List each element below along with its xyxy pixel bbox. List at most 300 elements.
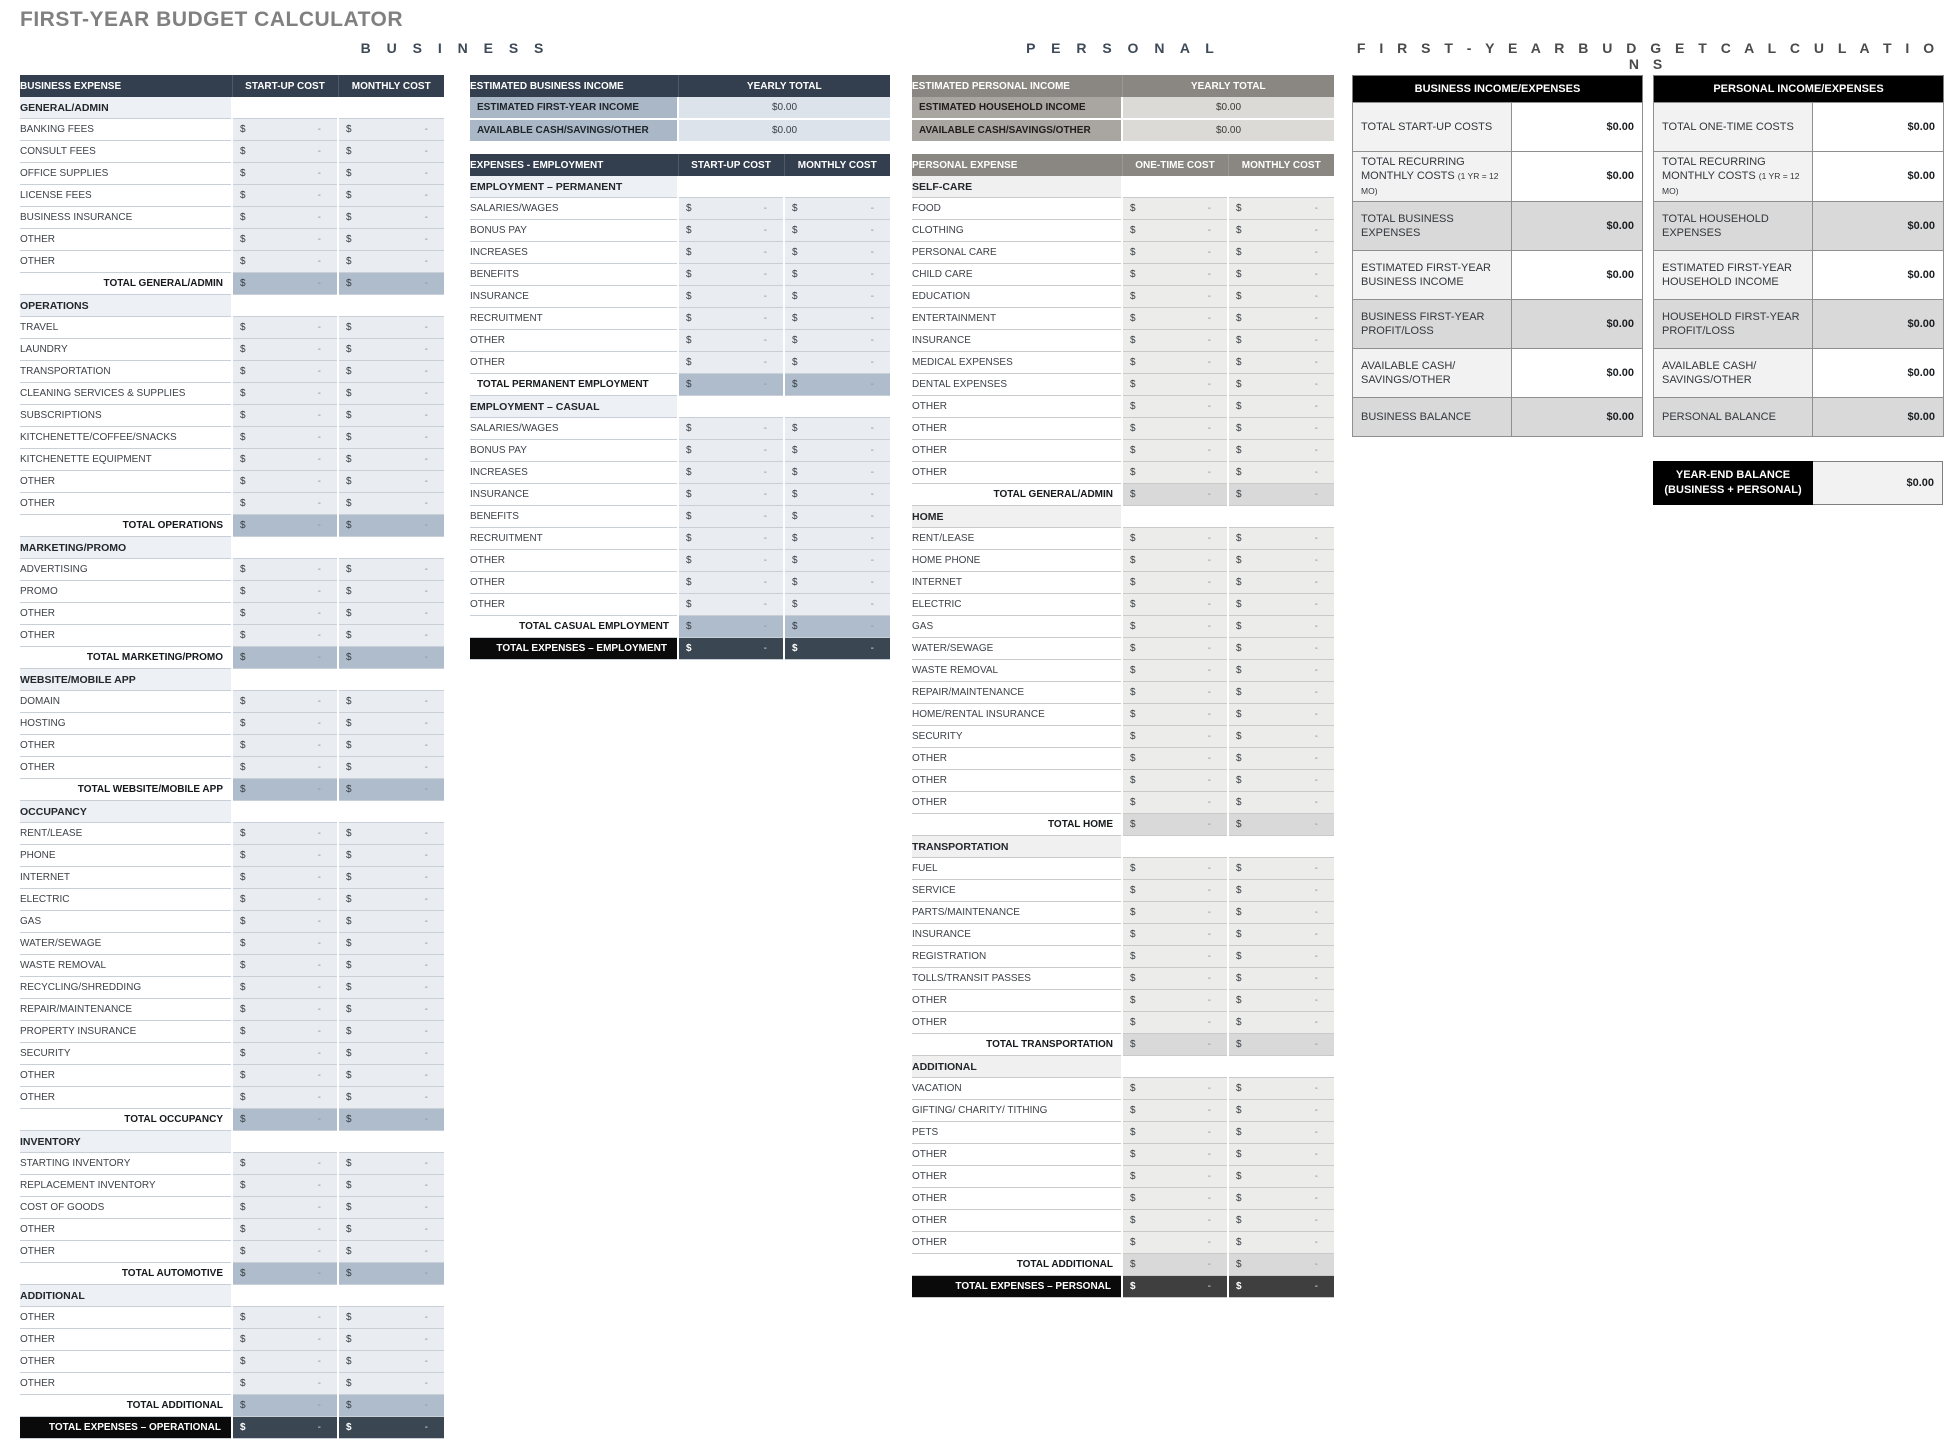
cost-cell-1[interactable] [232,999,338,1021]
currency-symbol: $ [240,1224,246,1235]
expense-label: DOMAIN [20,691,232,713]
cost-cell-1[interactable] [1122,286,1228,308]
cost-cell-1[interactable] [1122,330,1228,352]
cost-cell-2[interactable] [1228,550,1334,572]
cost-cell-2[interactable] [338,757,444,779]
cost-cell-2[interactable] [338,713,444,735]
expense-label: REGISTRATION [912,946,1122,968]
cost-cell-2[interactable] [784,440,890,462]
cost-cell-2[interactable] [784,550,890,572]
cost-cell-2[interactable] [784,484,890,506]
cost-cell-2[interactable] [1228,572,1334,594]
currency-symbol: $ [1236,1127,1242,1138]
cost-cell-1[interactable] [232,1373,338,1395]
expense-row [20,405,444,427]
subtotal-row [20,647,444,669]
cost-cell-2[interactable] [338,251,444,273]
calc-value-cell: $0.00 [1812,348,1943,397]
cost-cell-1[interactable] [1122,1012,1228,1034]
cost-cell-2[interactable] [784,286,890,308]
cost-cell-2[interactable] [784,242,890,264]
cost-cell-1[interactable] [232,141,338,163]
currency-symbol: $ [1236,863,1242,874]
amount-value: - [1207,1171,1211,1182]
cost-cell-1[interactable] [678,330,784,352]
cost-cell-2[interactable] [338,1153,444,1175]
cost-cell-1[interactable] [232,911,338,933]
cost-cell-1[interactable] [1122,352,1228,374]
cost-cell-1[interactable] [1122,1100,1228,1122]
cost-cell-2[interactable] [1228,330,1334,352]
cost-cell-1[interactable] [1122,1078,1228,1100]
cost-cell-1[interactable] [1122,1166,1228,1188]
cost-cell-1[interactable] [678,220,784,242]
grand-total-cell-1 [232,1417,338,1439]
expense-row [20,911,444,933]
cost-cell-1[interactable] [232,581,338,603]
currency-symbol: $ [346,982,352,993]
cost-cell-1[interactable] [1122,594,1228,616]
cost-cell-1[interactable] [1122,924,1228,946]
cost-cell-2[interactable] [338,207,444,229]
cost-cell-1[interactable] [232,823,338,845]
empty-cell [232,1131,338,1153]
currency-symbol: $ [240,608,246,619]
cost-cell-1[interactable] [1122,1210,1228,1232]
subtotal-row [20,1395,444,1417]
cost-cell-1[interactable] [232,845,338,867]
expense-label: OTHER [912,1144,1122,1166]
cost-cell-2[interactable] [1228,704,1334,726]
cost-cell-1[interactable] [678,484,784,506]
cost-cell-1[interactable] [232,405,338,427]
cost-cell-2[interactable] [1228,748,1334,770]
cost-cell-1[interactable] [232,691,338,713]
cost-cell-2[interactable] [1228,352,1334,374]
cost-cell-2[interactable] [1228,1188,1334,1210]
cost-cell-1[interactable] [232,1241,338,1263]
cost-cell-2[interactable] [338,427,444,449]
cost-cell-1[interactable] [232,471,338,493]
cost-cell-1[interactable] [678,352,784,374]
cost-cell-1[interactable] [232,1197,338,1219]
cost-cell-1[interactable] [678,440,784,462]
amount-value: - [1314,819,1318,830]
subtotal-label: TOTAL CASUAL EMPLOYMENT [470,616,678,638]
cost-cell-1[interactable] [678,594,784,616]
amount-value: - [1207,335,1211,346]
cost-cell-2[interactable] [784,594,890,616]
cost-cell-1[interactable] [1122,462,1228,484]
cost-cell-2[interactable] [338,603,444,625]
cost-cell-1[interactable] [678,286,784,308]
cost-cell-2[interactable] [1228,682,1334,704]
cost-cell-2[interactable] [338,735,444,757]
category-section-row [20,97,444,119]
cost-cell-1[interactable] [232,735,338,757]
cost-cell-1[interactable] [232,757,338,779]
cost-cell-1[interactable] [1122,660,1228,682]
cost-cell-2[interactable] [338,911,444,933]
currency-symbol: $ [1236,1017,1242,1028]
cost-cell-2[interactable] [1228,462,1334,484]
cost-cell-1[interactable] [1122,220,1228,242]
cost-cell-2[interactable] [1228,880,1334,902]
cost-cell-2[interactable] [1228,770,1334,792]
expense-label: MEDICAL EXPENSES [912,352,1122,374]
cost-cell-1[interactable] [232,163,338,185]
cost-cell-1[interactable] [232,1043,338,1065]
currency-symbol: $ [240,850,246,861]
cost-cell-1[interactable] [678,528,784,550]
cost-cell-1[interactable] [232,889,338,911]
calc-value-cell: $0.00 [1812,103,1943,152]
cost-cell-1[interactable] [232,229,338,251]
cost-cell-1[interactable] [1122,264,1228,286]
expense-row [20,823,444,845]
expense-row [20,845,444,867]
cost-cell-1[interactable] [1122,1232,1228,1254]
cost-cell-2[interactable] [338,581,444,603]
cost-cell-1[interactable] [232,867,338,889]
cost-cell-1[interactable] [232,251,338,273]
cost-cell-2[interactable] [1228,594,1334,616]
expense-row [912,352,1334,374]
cost-cell-1[interactable] [678,198,784,220]
empty-cell [1122,176,1228,198]
cost-cell-1[interactable] [678,242,784,264]
cost-cell-1[interactable] [1122,308,1228,330]
cost-cell-2[interactable] [1228,220,1334,242]
empty-cell [1122,836,1228,858]
cost-cell-2[interactable] [338,317,444,339]
cost-cell-1[interactable] [232,977,338,999]
expense-row [470,462,890,484]
cost-cell-1[interactable] [232,493,338,515]
cost-cell-2[interactable] [1228,990,1334,1012]
empty-cell [784,396,890,418]
cost-cell-1[interactable] [232,933,338,955]
currency-symbol: $ [346,1334,352,1345]
cost-cell-2[interactable] [338,163,444,185]
income-value-cell[interactable]: $0.00 [1122,97,1334,119]
cost-cell-2[interactable] [1228,1210,1334,1232]
cost-cell-1[interactable] [232,383,338,405]
cost-cell-1[interactable] [232,317,338,339]
cost-cell-1[interactable] [232,1065,338,1087]
cost-cell-1[interactable] [1122,374,1228,396]
cost-cell-1[interactable] [232,603,338,625]
cost-cell-2[interactable] [338,823,444,845]
expense-row [470,484,890,506]
cost-cell-2[interactable] [1228,638,1334,660]
cost-cell-2[interactable] [1228,858,1334,880]
amount-value: - [1314,1083,1318,1094]
currency-symbol: $ [1130,1017,1136,1028]
cost-cell-1[interactable] [232,713,338,735]
expense-label: GIFTING/ CHARITY/ TITHING [912,1100,1122,1122]
currency-symbol: $ [792,335,798,346]
cost-cell-2[interactable] [338,493,444,515]
category-section-label: TRANSPORTATION [912,836,1122,858]
cost-cell-1[interactable] [1122,968,1228,990]
cost-cell-1[interactable] [232,119,338,141]
cost-cell-2[interactable] [338,1351,444,1373]
cost-cell-2[interactable] [784,418,890,440]
amount-value: - [424,982,428,993]
cost-cell-2[interactable] [1228,528,1334,550]
cost-cell-1[interactable] [1122,638,1228,660]
cost-cell-1[interactable] [1122,1122,1228,1144]
calc-label: ESTIMATED FIRST-YEAR BUSINESS INCOME [1353,250,1512,299]
cost-cell-2[interactable] [338,1373,444,1395]
cost-cell-2[interactable] [338,559,444,581]
cost-cell-1[interactable] [1122,242,1228,264]
expense-label: PETS [912,1122,1122,1144]
cost-cell-2[interactable] [338,339,444,361]
cost-cell-1[interactable] [232,449,338,471]
income-label: ESTIMATED HOUSEHOLD INCOME [912,97,1122,119]
expense-row [912,440,1334,462]
grand-total-cell-2 [338,1417,444,1439]
cost-cell-2[interactable] [1228,726,1334,748]
cost-cell-2[interactable] [338,1241,444,1263]
cost-cell-1[interactable] [1122,748,1228,770]
cost-cell-2[interactable] [1228,1232,1334,1254]
cost-cell-2[interactable] [338,889,444,911]
cost-cell-2[interactable] [338,1329,444,1351]
cost-cell-2[interactable] [338,845,444,867]
cost-cell-1[interactable] [678,506,784,528]
cost-cell-1[interactable] [232,1175,338,1197]
cost-cell-2[interactable] [1228,1166,1334,1188]
cost-cell-2[interactable] [338,229,444,251]
amount-value: - [424,388,428,399]
income-value-cell[interactable]: $0.00 [678,119,890,142]
cost-cell-1[interactable] [1122,396,1228,418]
cost-cell-1[interactable] [232,1307,338,1329]
cost-cell-2[interactable] [784,506,890,528]
cost-cell-1[interactable] [232,1351,338,1373]
cost-cell-2[interactable] [1228,418,1334,440]
cost-cell-1[interactable] [232,427,338,449]
currency-symbol: $ [792,357,798,368]
expense-row [912,550,1334,572]
cost-cell-2[interactable] [338,405,444,427]
cost-cell-2[interactable] [338,625,444,647]
subtotal-row [20,1263,444,1285]
amount-value: - [870,467,874,478]
cost-cell-2[interactable] [338,1043,444,1065]
cost-cell-2[interactable] [1228,1100,1334,1122]
expense-row [20,713,444,735]
cost-cell-1[interactable] [1122,616,1228,638]
expense-row [912,880,1334,902]
cost-cell-1[interactable] [1122,572,1228,594]
amount-value: - [1314,1039,1318,1050]
cost-cell-1[interactable] [232,1087,338,1109]
expense-label: INSURANCE [470,484,678,506]
amount-value: - [1314,401,1318,412]
cost-cell-1[interactable] [678,462,784,484]
amount-value: - [424,410,428,421]
income-value-cell[interactable]: $0.00 [1122,119,1334,142]
cost-cell-2[interactable] [784,528,890,550]
cost-cell-2[interactable] [338,119,444,141]
cost-cell-1[interactable] [1122,550,1228,572]
cost-cell-1[interactable] [678,308,784,330]
cost-cell-2[interactable] [1228,792,1334,814]
expense-row [912,264,1334,286]
category-section-row [20,801,444,823]
cost-cell-1[interactable] [232,207,338,229]
cost-cell-2[interactable] [1228,308,1334,330]
cost-cell-1[interactable] [1122,1144,1228,1166]
cost-cell-1[interactable] [1122,792,1228,814]
cost-cell-2[interactable] [338,471,444,493]
expense-row [912,946,1334,968]
cost-cell-2[interactable] [784,308,890,330]
calculations-column [1352,75,1944,505]
cost-cell-1[interactable] [1122,418,1228,440]
cost-cell-1[interactable] [1122,858,1228,880]
cost-cell-2[interactable] [784,352,890,374]
cost-cell-1[interactable] [232,1219,338,1241]
cost-cell-1[interactable] [232,361,338,383]
cost-cell-1[interactable] [678,572,784,594]
cost-cell-1[interactable] [1122,946,1228,968]
cost-cell-1[interactable] [232,955,338,977]
cost-cell-1[interactable] [1122,880,1228,902]
cost-cell-2[interactable] [1228,396,1334,418]
cost-cell-1[interactable] [232,1153,338,1175]
column-header: YEARLY TOTAL [678,75,890,97]
cost-cell-1[interactable] [232,1021,338,1043]
amount-value: - [1207,929,1211,940]
cost-cell-1[interactable] [1122,726,1228,748]
cost-cell-2[interactable] [338,1175,444,1197]
cost-cell-1[interactable] [232,559,338,581]
cost-cell-2[interactable] [1228,440,1334,462]
cost-cell-2[interactable] [784,462,890,484]
expense-label: OTHER [912,462,1122,484]
cost-cell-1[interactable] [1122,990,1228,1012]
cost-cell-2[interactable] [338,141,444,163]
cost-cell-2[interactable] [784,264,890,286]
cost-cell-2[interactable] [1228,1122,1334,1144]
expense-row [20,1329,444,1351]
cost-cell-1[interactable] [678,264,784,286]
cost-cell-2[interactable] [338,999,444,1021]
column-header: YEARLY TOTAL [1122,75,1334,97]
cost-cell-2[interactable] [338,449,444,471]
calc-value-cell: $0.00 [1812,201,1943,250]
currency-symbol: $ [1130,291,1136,302]
cost-cell-1[interactable] [232,625,338,647]
income-label: AVAILABLE CASH/SAVINGS/OTHER [912,119,1122,142]
amount-value: - [424,1158,428,1169]
cost-cell-2[interactable] [784,198,890,220]
cost-cell-2[interactable] [1228,198,1334,220]
cost-cell-2[interactable] [338,1065,444,1087]
cost-cell-2[interactable] [1228,1144,1334,1166]
calc-row [1353,299,1643,348]
cost-cell-2[interactable] [338,867,444,889]
cost-cell-1[interactable] [1122,682,1228,704]
amount-value: - [870,225,874,236]
currency-symbol: $ [1130,1237,1136,1248]
category-section-label: GENERAL/ADMIN [20,97,232,119]
cost-cell-2[interactable] [784,330,890,352]
currency-symbol: $ [1236,1083,1242,1094]
column-header: MONTHLY COST [784,154,890,176]
cost-cell-2[interactable] [338,361,444,383]
cost-cell-1[interactable] [1122,198,1228,220]
cost-cell-2[interactable] [1228,616,1334,638]
cost-cell-1[interactable] [678,550,784,572]
cost-cell-2[interactable] [1228,374,1334,396]
cost-cell-2[interactable] [338,1307,444,1329]
amount-value: - [424,1202,428,1213]
cost-cell-1[interactable] [1122,528,1228,550]
cost-cell-1[interactable] [232,339,338,361]
currency-symbol: $ [346,652,352,663]
cost-cell-2[interactable] [1228,1012,1334,1034]
cost-cell-1[interactable] [1122,902,1228,924]
cost-cell-2[interactable] [1228,968,1334,990]
cost-cell-2[interactable] [338,691,444,713]
cost-cell-2[interactable] [1228,242,1334,264]
amount-value: - [870,511,874,522]
income-value-cell[interactable]: $0.00 [678,97,890,119]
cost-cell-1[interactable] [1122,1188,1228,1210]
cost-cell-1[interactable] [1122,770,1228,792]
cost-cell-2[interactable] [1228,902,1334,924]
cost-cell-2[interactable] [1228,264,1334,286]
cost-cell-2[interactable] [784,220,890,242]
cost-cell-2[interactable] [338,933,444,955]
cost-cell-2[interactable] [784,572,890,594]
cost-cell-2[interactable] [338,977,444,999]
expense-row [20,207,444,229]
currency-symbol: $ [346,168,352,179]
cost-cell-2[interactable] [338,1021,444,1043]
amount-value: - [1207,885,1211,896]
cost-cell-1[interactable] [678,418,784,440]
cost-cell-2[interactable] [338,1197,444,1219]
currency-symbol: $ [1130,863,1136,874]
cost-cell-2[interactable] [1228,660,1334,682]
cost-cell-2[interactable] [338,383,444,405]
cost-cell-2[interactable] [338,955,444,977]
cost-cell-2[interactable] [1228,924,1334,946]
cost-cell-2[interactable] [338,185,444,207]
expense-label: OTHER [912,1166,1122,1188]
cost-cell-2[interactable] [1228,1078,1334,1100]
cost-cell-1[interactable] [232,185,338,207]
expense-label: EDUCATION [912,286,1122,308]
expense-row [912,924,1334,946]
amount-value: - [424,454,428,465]
cost-cell-1[interactable] [1122,440,1228,462]
cost-cell-2[interactable] [1228,286,1334,308]
cost-cell-2[interactable] [338,1219,444,1241]
amount-value: - [1207,269,1211,280]
cost-cell-1[interactable] [1122,704,1228,726]
cost-cell-1[interactable] [232,1329,338,1351]
cost-cell-2[interactable] [1228,946,1334,968]
cost-cell-2[interactable] [338,1087,444,1109]
